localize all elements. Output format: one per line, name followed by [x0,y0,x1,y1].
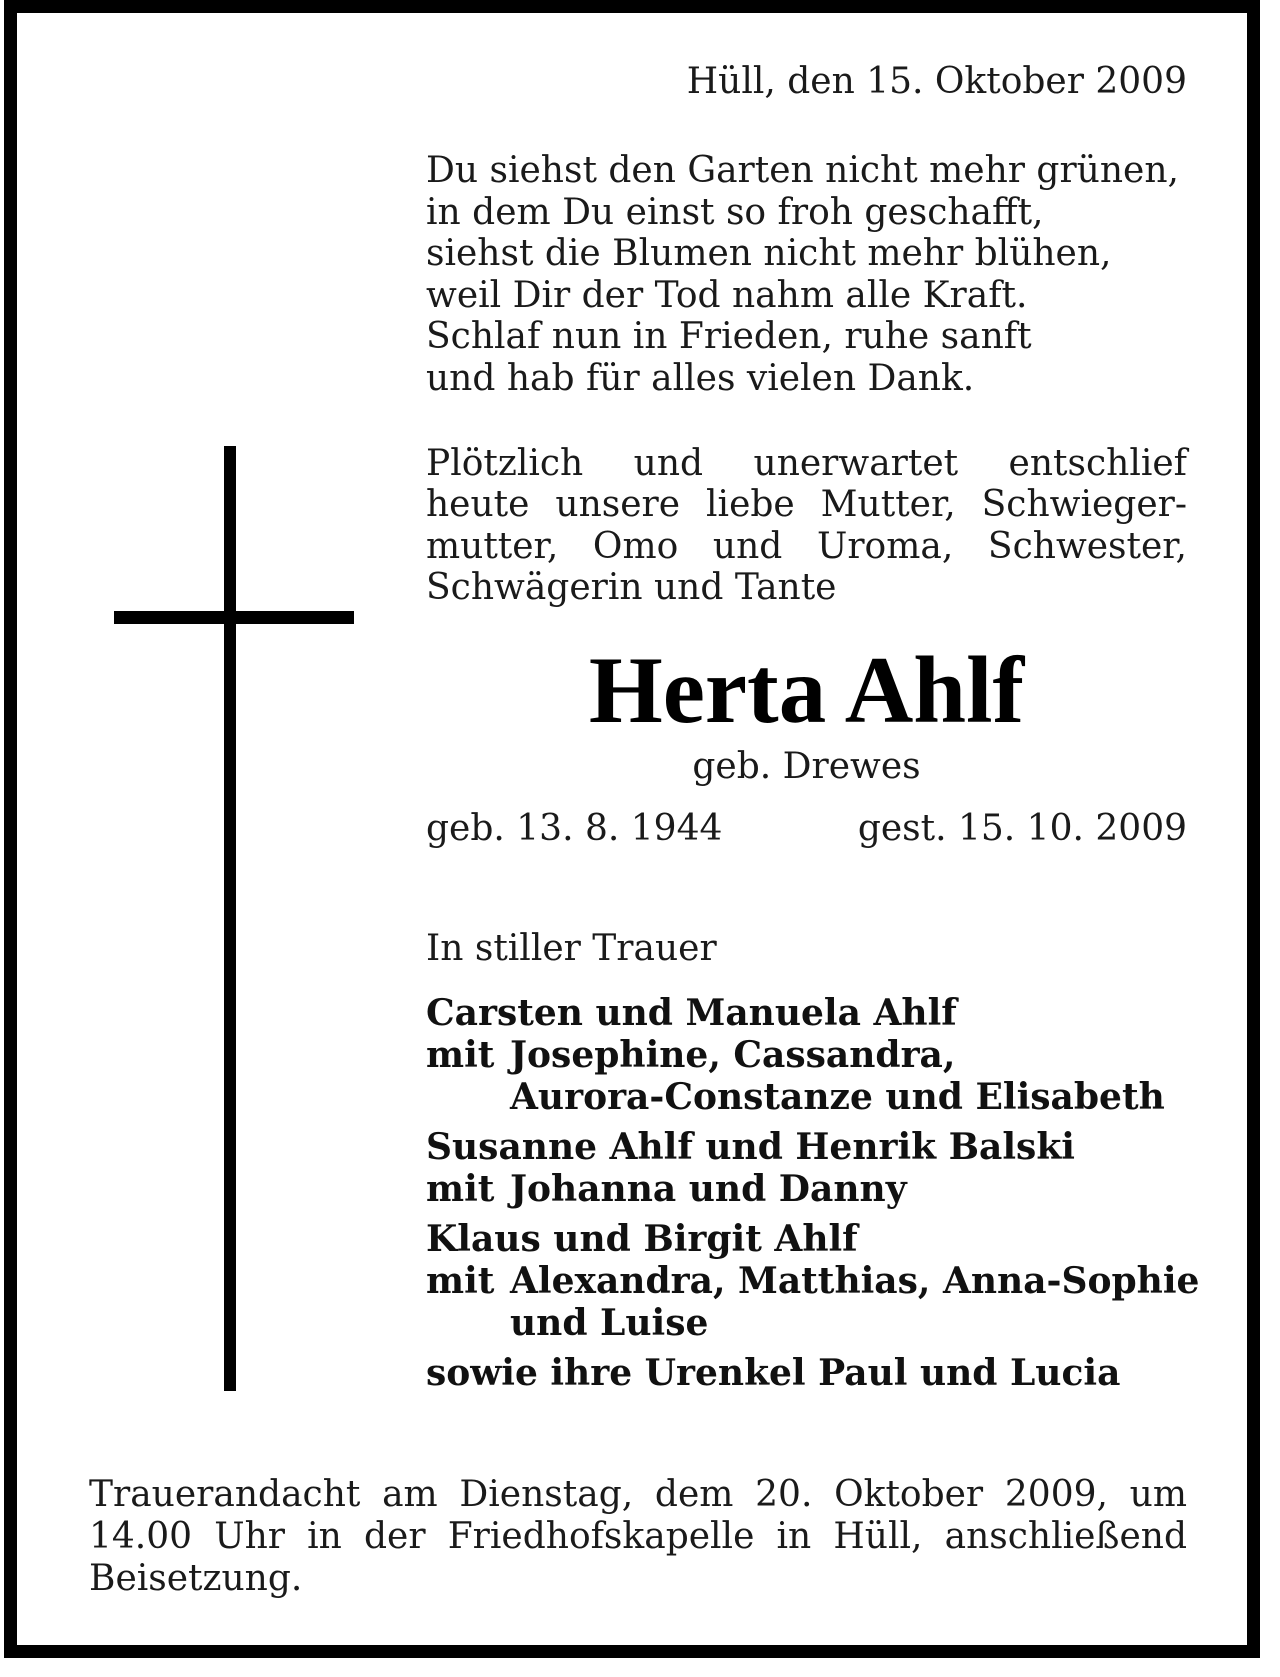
poem-line: weil Dir der Tod nahm alle Kraft. [426,274,1028,316]
family-children: Josephine, Cassandra, [510,1034,956,1076]
family-children: und Luise [510,1302,709,1344]
family-parents: Carsten und Manuela Ahlf [426,992,957,1034]
family-children-row [426,1260,1226,1302]
announcement-line: heute unsere liebe Mutter, Schwieger- [426,484,1187,526]
poem [426,150,1187,400]
announcement-line: Schwägerin und Tante [426,566,837,608]
family-parents: Klaus und Birgit Ahlf [426,1218,858,1260]
service-notice [89,1474,1187,1600]
announcement-line: Plötzlich und unerwartet entschlief [426,443,1187,484]
cross-icon-beam [114,611,354,624]
family-children: Alexandra, Matthias, Anna-Sophie [510,1260,1200,1302]
mit-label: mit [426,1034,495,1076]
mourning-intro: In stiller Trauer [426,928,717,969]
mit-label: mit [426,1168,495,1210]
poem-line: siehst die Blumen nicht mehr blühen, [426,233,1112,275]
family-children-row [426,1034,1226,1076]
birth-date: geb. 13. 8. 1944 [426,808,723,849]
poem-line: und hab für alles vielen Dank. [426,357,975,399]
family-children-row [426,1168,1226,1210]
service-line: Trauerandacht am Dienstag, dem 20. Oktober 2009, um [89,1474,1187,1515]
deceased-name: Herta Ahlf [588,637,1025,743]
maiden-name: geb. Drewes [692,746,921,787]
death-date: gest. 15. 10. 2009 [857,808,1187,849]
place-date: Hüll, den 15. Oktober 2009 [686,61,1187,102]
family-parents: Susanne Ahlf und Henrik Balski [426,1126,1075,1168]
mourners-list [426,992,1226,1394]
great-grandchildren: sowie ihre Urenkel Paul und Lucia [426,1352,1121,1394]
announcement-line: mutter, Omo und Uroma, Schwester, [426,525,1187,567]
service-line: Beisetzung. [89,1558,303,1599]
poem-line: Schlaf nun in Frieden, ruhe sanft [426,316,1032,358]
mit-label: mit [426,1260,495,1302]
poem-line: Du siehst den Garten nicht mehr grünen, [426,150,1179,191]
service-line: 14.00 Uhr in der Friedhofskapelle in Hüll, anschließend [89,1516,1187,1557]
family-children: Aurora-Constanze und Elisabeth [510,1076,1165,1118]
cross-icon [224,446,236,1391]
family-children: Johanna und Danny [510,1168,907,1210]
poem-line: in dem Du einst so froh geschafft, [426,191,1044,233]
announcement [426,443,1187,608]
